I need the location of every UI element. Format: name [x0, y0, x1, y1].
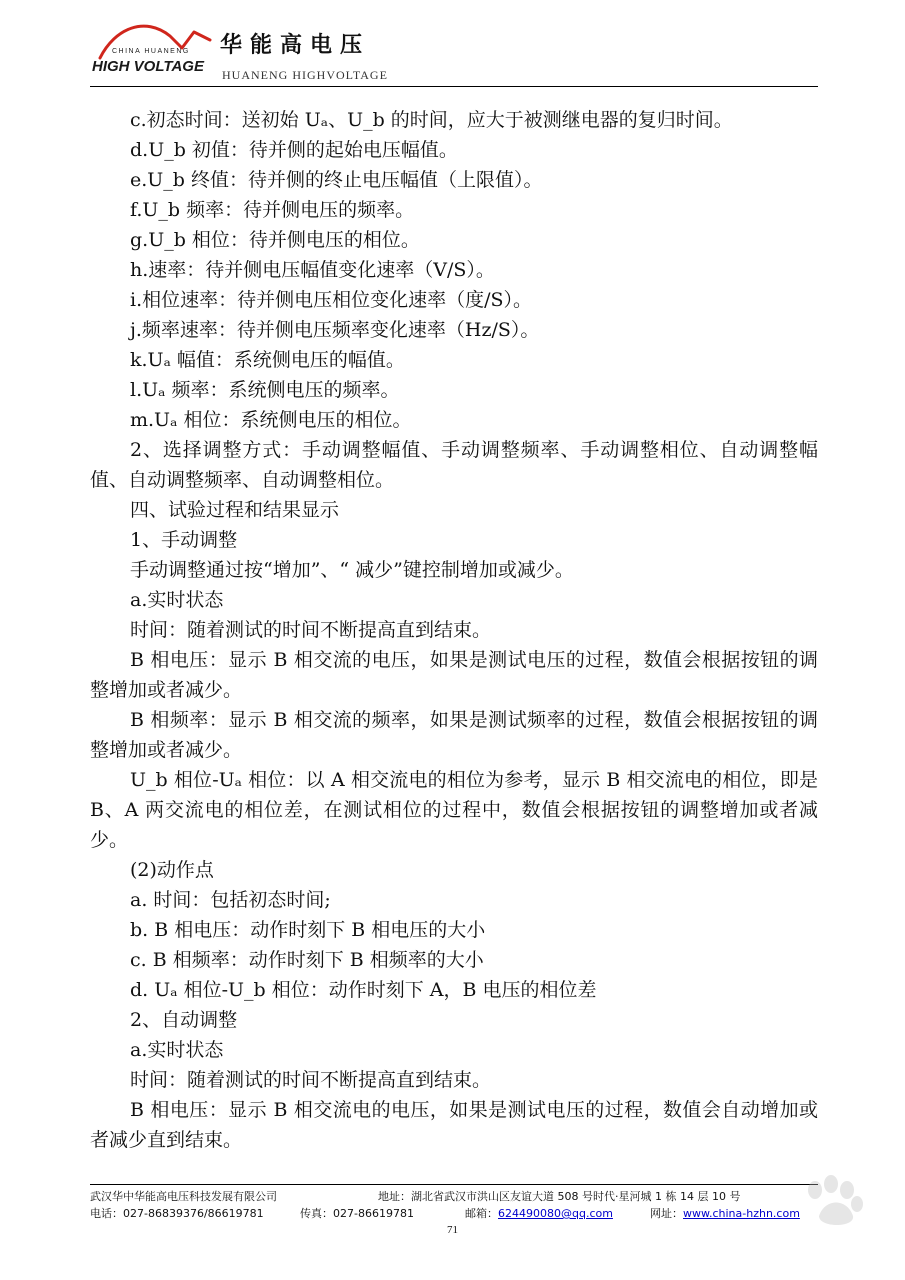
text-paragraph: B 相电压：显示 B 相交流电的电压，如果是测试电压的过程，数值会自动增加或者减少直到结束。: [90, 1099, 818, 1151]
text-line: d.U_b 初值：待并侧的起始电压幅值。: [130, 139, 458, 161]
brand-name-en: HUANENG HIGHVOLTAGE: [222, 68, 388, 82]
text-line: b. B 相电压：动作时刻下 B 相电压的大小: [130, 919, 486, 941]
text-line: g.U_b 相位：待并侧电压的相位。: [130, 229, 420, 251]
text-line: m.Uₐ 相位：系统侧电压的相位。: [130, 409, 412, 431]
footer-address: 地址：湖北省武汉市洪山区友谊大道 508 号时代·星河城 1 栋 14 层 10 号: [378, 1190, 741, 1203]
text-line: e.U_b 终值：待并侧的终止电压幅值（上限值）。: [130, 169, 543, 191]
footer-divider: [90, 1184, 818, 1185]
page-footer: [90, 1188, 818, 1222]
footer-web-link[interactable]: www.china-hzhn.com: [683, 1207, 800, 1220]
subsection-heading: 1、手动调整: [130, 529, 238, 551]
text-line: k.Uₐ 幅值：系统侧电压的幅值。: [130, 349, 405, 371]
footer-phone: 电话：027-86839376/86619781: [90, 1207, 264, 1220]
text-line: c.初态时间：送初始 Uₐ、U_b 的时间，应大于被测继电器的复归时间。: [130, 109, 733, 131]
page-number: 71: [447, 1224, 458, 1236]
text-paragraph: U_b 相位-Uₐ 相位：以 A 相交流电的相位为参考，显示 B 相交流电的相位，即是 B、A 两交流电的相位差，在测试相位的过程中，数值会根据按钮的调整增加或者减少。: [90, 769, 818, 851]
logo-title: HIGH VOLTAGE: [92, 58, 204, 75]
footer-web-label: 网址：: [650, 1207, 683, 1220]
page-header: [90, 18, 818, 88]
text-line: d. Uₐ 相位-U_b 相位：动作时刻下 A，B 电压的相位差: [130, 979, 597, 1001]
text-line: h.速率：待并侧电压幅值变化速率（V/S）。: [130, 259, 495, 281]
footer-email-label: 邮箱：: [465, 1207, 498, 1220]
text-line: l.Uₐ 频率：系统侧电压的频率。: [130, 379, 400, 401]
text-line: 时间：随着测试的时间不断提高直到结束。: [130, 1069, 492, 1091]
section-heading: 四、试验过程和结果显示: [130, 499, 340, 521]
text-line: c. B 相频率：动作时刻下 B 相频率的大小: [130, 949, 484, 971]
text-paragraph: B 相电压：显示 B 相交流的电压，如果是测试电压的过程，数值会根据按钮的调整增加或者减少。: [90, 649, 818, 701]
logo-subtitle: CHINA HUANENG: [112, 48, 190, 55]
text-line: (2)动作点: [130, 859, 214, 881]
paw-watermark-icon: [735, 1168, 865, 1238]
text-paragraph: B 相频率：显示 B 相交流的频率，如果是测试频率的过程，数值会根据按钮的调整增加或者减少。: [90, 709, 818, 761]
text-line: j.频率速率：待并侧电压频率变化速率（Hz/S）。: [130, 319, 540, 341]
text-line: 时间：随着测试的时间不断提高直到结束。: [130, 619, 492, 641]
footer-fax: 传真：027-86619781: [300, 1207, 414, 1220]
header-divider: [90, 86, 818, 87]
text-line: i.相位速率：待并侧电压相位变化速率（度/S）。: [130, 289, 533, 311]
document-body: [90, 105, 818, 1155]
text-line: a. 时间：包括初态时间;: [130, 889, 331, 911]
brand-name-cn: 华能高电压: [220, 33, 371, 58]
footer-company: 武汉华中华能高电压科技发展有限公司: [90, 1190, 277, 1203]
text-line: a.实时状态: [130, 589, 224, 611]
text-line: f.U_b 频率：待并侧电压的频率。: [130, 199, 415, 221]
text-line: 手动调整通过按“增加”、“ 减少”键控制增加或减少。: [130, 559, 574, 581]
text-line: a.实时状态: [130, 1039, 224, 1061]
logo-arc-icon: [90, 18, 220, 62]
subsection-heading: 2、自动调整: [130, 1009, 238, 1031]
text-paragraph: 2、选择调整方式：手动调整幅值、手动调整频率、手动调整相位、自动调整幅值、自动调整频率、自动调整相位。: [90, 439, 818, 491]
company-logo: [90, 18, 220, 88]
footer-email-link[interactable]: 624490080@qq.com: [498, 1207, 613, 1220]
